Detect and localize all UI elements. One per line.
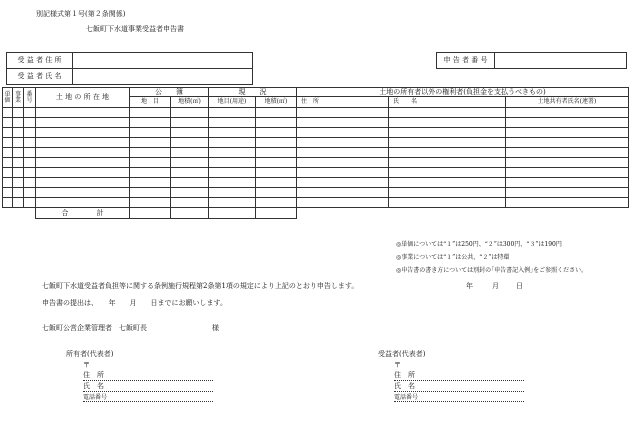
table-cell[interactable] (36, 158, 130, 168)
table-cell[interactable] (389, 138, 506, 148)
table-cell[interactable] (297, 108, 389, 118)
table-cell[interactable] (130, 148, 171, 158)
note-jigyo: ◎事業については“１”は公共、“２”は特環 (396, 254, 510, 261)
document-title: 七飯町下水道事業受益者申告書 (86, 25, 184, 33)
table-cell[interactable] (297, 128, 389, 138)
beneficiary-name-label: 受 益 者 氏 名 (7, 69, 73, 85)
table-cell[interactable] (256, 198, 297, 208)
table-row (3, 148, 629, 158)
beneficiary-postal: 〒 (394, 361, 401, 369)
declaration-text: 七飯町下水道受益者負担等に関する条例施行規程第2条第1項の規定により上記のとおり申告します。 (42, 282, 359, 290)
table-cell[interactable] (209, 158, 256, 168)
deadline-text: 申告書の提出は、 年 月 日までにお願いします。 (42, 299, 227, 307)
group-genkyo: 現 況 (209, 88, 297, 97)
table-cell[interactable] (36, 168, 130, 178)
col-jigyo: 事業 (13, 88, 24, 108)
table-cell[interactable] (171, 118, 209, 128)
table-cell[interactable] (36, 198, 130, 208)
table-cell[interactable] (506, 128, 629, 138)
sub-area2: 地積(㎡) (256, 97, 297, 108)
table-cell[interactable] (297, 188, 389, 198)
table-cell[interactable] (209, 148, 256, 158)
table-cell[interactable] (130, 128, 171, 138)
sub-chimoku: 地 目 (130, 97, 171, 108)
table-cell[interactable] (506, 138, 629, 148)
table-cell[interactable] (130, 108, 171, 118)
table-cell[interactable] (209, 138, 256, 148)
group-kobo: 公 簿 (130, 88, 209, 97)
table-cell[interactable] (24, 168, 36, 178)
table-row (3, 158, 629, 168)
table-row (3, 188, 629, 198)
table-cell[interactable] (24, 118, 36, 128)
table-cell[interactable] (171, 108, 209, 118)
note-howto: ◎申告書の書き方については別封の｢申告書記入例｣をご参照ください。 (396, 267, 588, 274)
table-cell[interactable] (36, 128, 130, 138)
table-cell[interactable] (506, 198, 629, 208)
table-cell[interactable] (506, 118, 629, 128)
table-cell[interactable] (13, 128, 24, 138)
table-cell[interactable] (209, 168, 256, 178)
table-cell[interactable] (3, 118, 13, 128)
table-cell[interactable] (171, 128, 209, 138)
note-tanka: ◎単価については“１”は250円、“２”は300円、“３”は190円 (396, 241, 562, 248)
table-cell[interactable] (256, 118, 297, 128)
table-cell[interactable] (256, 188, 297, 198)
table-row (3, 118, 629, 128)
sub-area: 地積(㎡) (171, 97, 209, 108)
col-bango: 番号 (24, 88, 36, 108)
table-cell[interactable] (13, 118, 24, 128)
table-cell[interactable] (209, 128, 256, 138)
addressee-sama: 様 (212, 324, 219, 332)
table-cell[interactable] (256, 158, 297, 168)
beneficiary-title: 受益者(代表者) (378, 350, 426, 358)
total-cell[interactable] (256, 208, 297, 219)
beneficiary-address-field[interactable] (73, 53, 253, 69)
owner-phone: 電話番号 (83, 392, 213, 402)
table-row (3, 178, 629, 188)
beneficiary-name: 氏 名 (394, 381, 524, 392)
table-cell[interactable] (297, 118, 389, 128)
sub-co-owner: 土地共有者氏名(連署) (506, 97, 629, 108)
table-cell[interactable] (389, 108, 506, 118)
table-cell[interactable] (171, 168, 209, 178)
applicant-number-label: 申 告 者 番 号 (437, 53, 495, 69)
table-cell[interactable] (24, 148, 36, 158)
table-cell[interactable] (297, 138, 389, 148)
table-cell[interactable] (3, 128, 13, 138)
table-cell[interactable] (209, 198, 256, 208)
owner-postal: 〒 (83, 361, 90, 369)
table-cell[interactable] (130, 158, 171, 168)
table-cell[interactable] (297, 198, 389, 208)
table-cell[interactable] (24, 198, 36, 208)
table-cell[interactable] (389, 168, 506, 178)
sub-address: 住 所 (297, 97, 389, 108)
decl-day: 日 (516, 282, 523, 290)
table-cell[interactable] (389, 178, 506, 188)
decl-year: 年 (466, 282, 473, 290)
table-cell[interactable] (13, 188, 24, 198)
table-cell[interactable] (297, 168, 389, 178)
table-cell[interactable] (13, 168, 24, 178)
table-cell[interactable] (506, 188, 629, 198)
table-cell[interactable] (13, 108, 24, 118)
table-cell[interactable] (24, 178, 36, 188)
table-row (3, 138, 629, 148)
table-cell[interactable] (506, 178, 629, 188)
table-cell[interactable] (209, 188, 256, 198)
col-location: 土 地 の 所 在 地 (36, 88, 130, 108)
table-cell[interactable] (36, 108, 130, 118)
total-empty (297, 208, 629, 219)
table-cell[interactable] (13, 178, 24, 188)
table-cell[interactable] (171, 178, 209, 188)
table-cell[interactable] (130, 178, 171, 188)
owner-address: 住 所 (83, 370, 213, 381)
table-row (3, 198, 629, 208)
land-table (2, 87, 629, 219)
total-cell[interactable] (130, 208, 171, 219)
col-tanka: 単価 (3, 88, 13, 108)
table-cell[interactable] (13, 148, 24, 158)
table-cell[interactable] (13, 138, 24, 148)
form-number: 別記様式第１号(第２条関係) (36, 10, 126, 18)
table-cell[interactable] (13, 158, 24, 168)
table-cell[interactable] (171, 148, 209, 158)
beneficiary-box (6, 52, 253, 85)
table-cell[interactable] (3, 198, 13, 208)
table-cell[interactable] (389, 198, 506, 208)
table-cell[interactable] (256, 168, 297, 178)
table-cell[interactable] (256, 108, 297, 118)
table-cell[interactable] (171, 188, 209, 198)
table-cell[interactable] (389, 128, 506, 138)
table-cell[interactable] (24, 158, 36, 168)
table-cell[interactable] (171, 138, 209, 148)
table-cell[interactable] (130, 168, 171, 178)
table-cell[interactable] (36, 138, 130, 148)
table-cell[interactable] (389, 158, 506, 168)
owner-name: 氏 名 (83, 381, 213, 392)
beneficiary-address: 住 所 (394, 370, 524, 381)
table-cell[interactable] (297, 148, 389, 158)
applicant-number-field[interactable] (495, 53, 627, 69)
table-cell[interactable] (36, 188, 130, 198)
table-cell[interactable] (389, 148, 506, 158)
table-cell[interactable] (130, 198, 171, 208)
table-cell[interactable] (506, 108, 629, 118)
table-cell[interactable] (3, 138, 13, 148)
table-cell[interactable] (3, 178, 13, 188)
total-cell[interactable] (171, 208, 209, 219)
table-cell[interactable] (24, 188, 36, 198)
table-cell[interactable] (209, 118, 256, 128)
beneficiary-address-label: 受 益 者 住 所 (7, 53, 73, 69)
table-cell[interactable] (36, 118, 130, 128)
total-row (3, 208, 629, 219)
table-cell[interactable] (130, 138, 171, 148)
table-cell[interactable] (3, 188, 13, 198)
beneficiary-name-field[interactable] (73, 69, 253, 85)
table-cell[interactable] (506, 148, 629, 158)
total-label: 合 計 (36, 208, 130, 219)
decl-month: 月 (492, 282, 499, 290)
table-row (3, 108, 629, 118)
table-cell[interactable] (3, 168, 13, 178)
table-cell[interactable] (130, 118, 171, 128)
table-cell[interactable] (36, 178, 130, 188)
table-cell[interactable] (3, 108, 13, 118)
table-cell[interactable] (389, 118, 506, 128)
table-cell[interactable] (256, 138, 297, 148)
table-cell[interactable] (171, 198, 209, 208)
total-cell[interactable] (209, 208, 256, 219)
owner-title: 所有者(代表者) (66, 350, 114, 358)
sub-chimoku-use: 地目(用途) (209, 97, 256, 108)
table-row (3, 128, 629, 138)
applicant-number-box (436, 52, 627, 69)
table-row (3, 168, 629, 178)
table-cell[interactable] (3, 158, 13, 168)
table-cell[interactable] (3, 148, 13, 158)
addressee: 七飯町公営企業管理者 七飯町長 (42, 324, 147, 332)
table-cell[interactable] (13, 198, 24, 208)
table-cell[interactable] (256, 178, 297, 188)
table-cell[interactable] (256, 128, 297, 138)
table-cell[interactable] (389, 188, 506, 198)
table-cell[interactable] (297, 178, 389, 188)
sub-name: 氏 名 (389, 97, 506, 108)
table-cell[interactable] (171, 158, 209, 168)
table-cell[interactable] (506, 158, 629, 168)
table-cell[interactable] (24, 138, 36, 148)
table-cell[interactable] (209, 178, 256, 188)
table-cell[interactable] (24, 108, 36, 118)
group-others: 土地の所有者以外の権利者(負担金を支払うべきもの) (297, 88, 629, 97)
table-cell[interactable] (297, 158, 389, 168)
table-cell[interactable] (130, 188, 171, 198)
table-cell[interactable] (256, 148, 297, 158)
total-blank (3, 208, 36, 219)
table-cell[interactable] (209, 108, 256, 118)
beneficiary-phone: 電話番号 (394, 392, 524, 402)
table-cell[interactable] (36, 148, 130, 158)
table-cell[interactable] (24, 128, 36, 138)
table-cell[interactable] (506, 168, 629, 178)
